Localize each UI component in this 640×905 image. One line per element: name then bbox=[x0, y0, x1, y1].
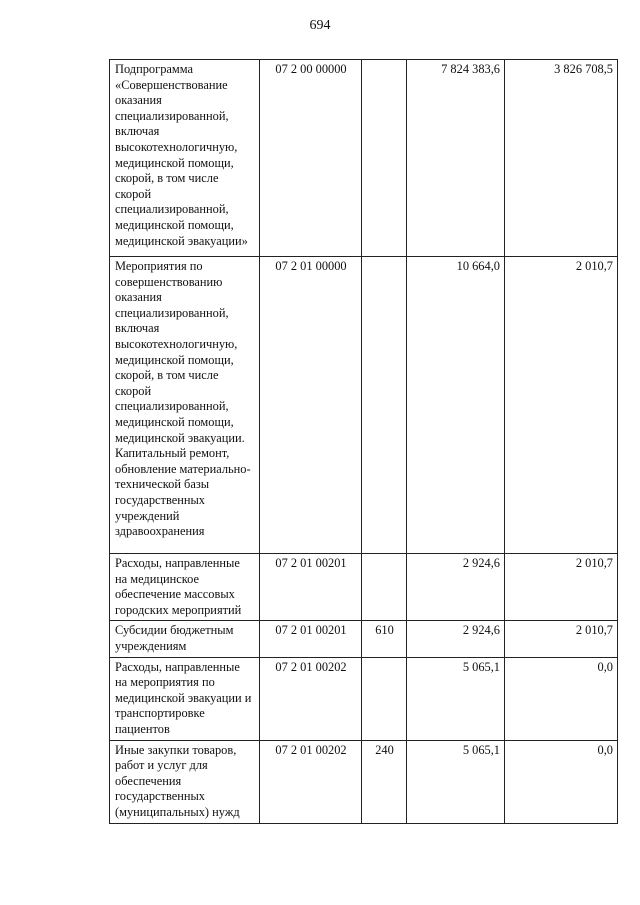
row-sum-2: 2 010,7 bbox=[505, 554, 618, 621]
table-row bbox=[110, 60, 618, 257]
row-name: Субсидии бюджетным учреждениям bbox=[110, 621, 260, 657]
row-sum-2: 0,0 bbox=[505, 740, 618, 823]
row-name: Расходы, направленные на медицинское обеспечение массовых городских мероприятий bbox=[110, 554, 260, 621]
row-code: 07 2 00 00000 bbox=[260, 60, 362, 257]
row-expense-type bbox=[362, 657, 407, 740]
row-expense-type: 610 bbox=[362, 621, 407, 657]
table-row bbox=[110, 657, 618, 740]
row-expense-type: 240 bbox=[362, 740, 407, 823]
table-row bbox=[110, 740, 618, 823]
row-code: 07 2 01 00201 bbox=[260, 554, 362, 621]
row-sum-2: 3 826 708,5 bbox=[505, 60, 618, 257]
row-name: Мероприятия по совершенствованию оказания специализированной, включая высокотехнологичную, медицинской помощи, скорой, в том числе скорой специализированной, медицинской помощи, медицинской эвакуации. Капитальный ремонт, обновление материально-технической базы государственных учреждений здравоохранения bbox=[110, 257, 260, 554]
row-sum-2: 2 010,7 bbox=[505, 621, 618, 657]
row-name: Иные закупки товаров, работ и услуг для обеспечения государственных (муниципальных) нужд bbox=[110, 740, 260, 823]
row-code: 07 2 01 00202 bbox=[260, 740, 362, 823]
row-code: 07 2 01 00000 bbox=[260, 257, 362, 554]
row-sum-1: 5 065,1 bbox=[407, 740, 505, 823]
row-name: Расходы, направленные на мероприятия по медицинской эвакуации и транспортировке пациентов bbox=[110, 657, 260, 740]
row-expense-type bbox=[362, 257, 407, 554]
table-row bbox=[110, 257, 618, 554]
row-sum-2: 2 010,7 bbox=[505, 257, 618, 554]
page-number: 694 bbox=[309, 18, 331, 33]
row-expense-type bbox=[362, 554, 407, 621]
table-row bbox=[110, 621, 618, 657]
row-sum-1: 5 065,1 bbox=[407, 657, 505, 740]
row-sum-1: 2 924,6 bbox=[407, 621, 505, 657]
row-name: Подпрограмма «Совершенствование оказания специализированной, включая высокотехнологичную, медицинской помощи, скорой, в том числе скорой специализированной, медицинской помощи, медицинской эвакуации» bbox=[110, 60, 260, 257]
row-sum-1: 7 824 383,6 bbox=[407, 60, 505, 257]
table-row bbox=[110, 554, 618, 621]
row-sum-2: 0,0 bbox=[505, 657, 618, 740]
row-code: 07 2 01 00201 bbox=[260, 621, 362, 657]
budget-table bbox=[109, 59, 618, 824]
row-sum-1: 2 924,6 bbox=[407, 554, 505, 621]
row-sum-1: 10 664,0 bbox=[407, 257, 505, 554]
row-expense-type bbox=[362, 60, 407, 257]
row-code: 07 2 01 00202 bbox=[260, 657, 362, 740]
